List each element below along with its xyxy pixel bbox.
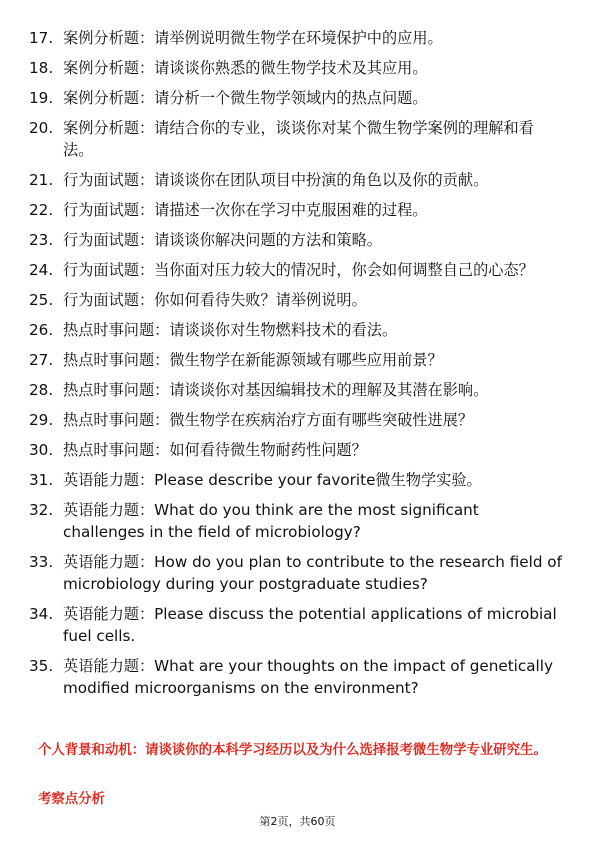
question-item [0,439,595,461]
question-text: 英语能力题：Please describe your favorite微生物学实验。 [63,471,482,489]
question-text: 行为面试题：请谈谈你在团队项目中扮演的角色以及你的贡献。 [63,171,489,189]
question-number: 29. [29,411,54,429]
question-number: 34. [29,605,54,623]
question-number: 19. [29,89,54,107]
question-item [0,551,595,595]
question-text: 热点时事问题：请谈谈你对基因编辑技术的理解及其潜在影响。 [63,381,489,399]
question-item [0,27,595,49]
question-item [0,169,595,191]
question-text: 行为面试题：当你面对压力较大的情况时，你会如何调整自己的心态？ [63,261,534,279]
question-number: 32. [29,501,54,519]
question-number: 33. [29,553,54,571]
question-text: 案例分析题：请分析一个微生物学领域内的热点问题。 [63,89,428,107]
question-number: 35. [29,657,54,675]
question-number: 18. [29,59,54,77]
question-number: 23. [29,231,54,249]
question-number: 30. [29,441,54,459]
question-text: 案例分析题：请谈谈你熟悉的微生物学技术及其应用。 [63,59,428,77]
question-item [0,289,595,311]
question-item [0,199,595,221]
question-item [0,259,595,281]
question-number: 25. [29,291,54,309]
question-number: 17. [29,29,54,47]
question-text: 案例分析题：请结合你的专业，谈谈你对某个微生物学案例的理解和看法。 [63,119,534,159]
question-item [0,57,595,79]
page-footer: 第2页，共60页 [259,815,336,828]
question-number: 27. [29,351,54,369]
question-number: 22. [29,201,54,219]
question-item [0,319,595,341]
question-text: 英语能力题：Please discuss the potential applications of microbial fuel cells. [63,605,557,645]
question-item [0,603,595,647]
question-text: 行为面试题：请谈谈你解决问题的方法和策略。 [63,231,382,249]
question-number: 26. [29,321,54,339]
question-text: 行为面试题：请描述一次你在学习中克服困难的过程。 [63,201,428,219]
question-list [0,27,595,699]
question-item [0,349,595,371]
question-text: 英语能力题：What do you think are the most significant challenges in the field of microbiology? [63,501,479,541]
question-number: 24. [29,261,54,279]
highlighted-question: 个人背景和动机：请谈谈你的本科学习经历以及为什么选择报考微生物学专业研究生。 [38,743,547,758]
question-number: 20. [29,119,54,137]
question-number: 21. [29,171,54,189]
question-number: 31. [29,471,54,489]
question-item [0,229,595,251]
question-text: 热点时事问题：微生物学在新能源领域有哪些应用前景？ [63,351,443,369]
question-text: 热点时事问题：如何看待微生物耐药性问题？ [63,441,367,459]
question-text: 案例分析题：请举例说明微生物学在环境保护中的应用。 [63,29,443,47]
question-item [0,409,595,431]
question-item [0,655,595,699]
question-text: 英语能力题：How do you plan to contribute to the research field of microbiology during your postgraduate studies? [63,553,562,593]
question-item [0,469,595,491]
question-item [0,379,595,401]
question-text: 英语能力题：What are your thoughts on the impact of genetically modified microorganisms on the environment? [63,657,553,697]
question-text: 行为面试题：你如何看待失败？请举例说明。 [63,291,367,309]
question-item [0,499,595,543]
question-text: 热点时事问题：微生物学在疾病治疗方面有哪些突破性进展？ [63,411,474,429]
question-item [0,87,595,109]
question-item [0,117,595,161]
section-heading: 考察点分析 [38,792,105,807]
question-number: 28. [29,381,54,399]
question-text: 热点时事问题：请谈谈你对生物燃料技术的看法。 [63,321,398,339]
